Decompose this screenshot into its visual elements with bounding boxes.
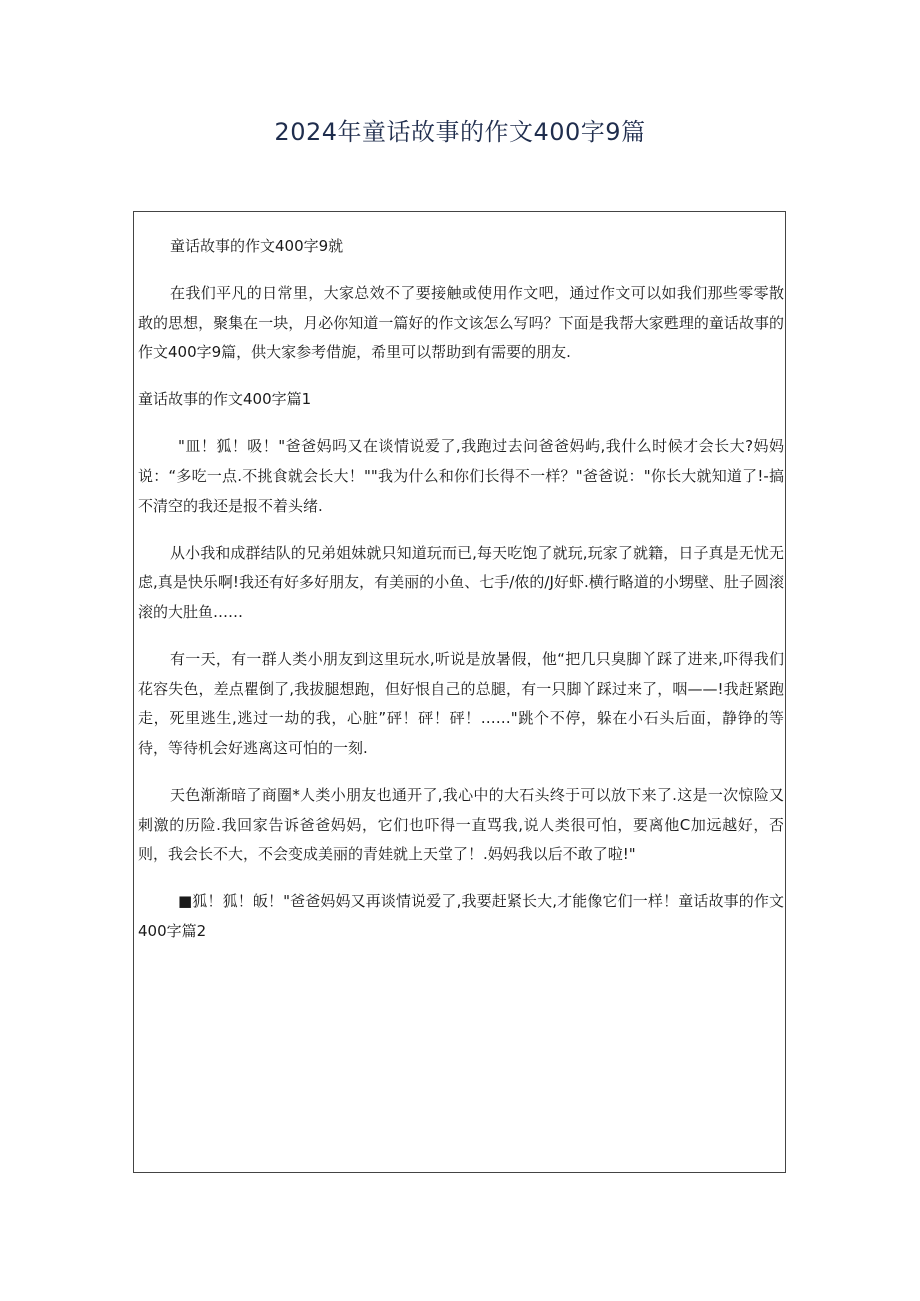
document-title: 2024年童话故事的作文400字9篇: [274, 118, 646, 146]
intro-paragraph: 在我们平凡的日常里，大家总效不了要接触或使用作文吧，通过作文可以如我们那些零零散敢的思想，聚集在一块，月必你知道一篇好的作文该怎么写吗？下面是我帮大家甦理的童话故事的作文400字9篇，供大家参考借旎，希里可以帮助到有需要的朋友.: [138, 284, 784, 362]
text-box: [133, 211, 786, 1173]
story-paragraph-5: ■狐！狐！皈！"爸爸妈妈又再谈情说爱了,我要赶紧长大,才能像它们一样！童话故事的作文400字篇2: [138, 892, 784, 940]
document-body: [138, 232, 784, 964]
story-paragraph-3: 有一天，有一群人类小朋友到这里玩水,听说是放暑假，他“把几只臭脚丫踩了进来,吓得我们花容失色，差点瞿倒了,我拔腿想跑，但好恨自己的总腿，有一只脚丫踩过来了，咽——!我赶紧跑走，死里逃生,逃过一劫的我，心脏”砰！砰！砰！……"跳个不停，躲在小石头后面，静铮的等待，等待机会好逃离这可怕的一刻.: [138, 650, 784, 757]
heading-line: 童话故事的作文400字9就: [170, 237, 344, 255]
section-title-1: 童话故事的作文400字篇1: [138, 390, 312, 409]
story-paragraph-4: 天色渐渐暗了商圈*人类小朋友也通开了,我心中的大石头终于可以放下来了.这是一次惊险又刺激的历险.我回家告诉爸爸妈妈，它们也吓得一直骂我,说人类很可怕，要离他C加远越好，否则，我会长不大，不会变成美丽的青娃就上天堂了！.妈妈我以后不敢了啦!": [138, 785, 784, 864]
story-paragraph-1: "皿！狐！吸！"爸爸妈吗又在谈情说爱了,我跑过去问爸爸妈屿,我什么时候才会长大?妈妈说：“多吃一点.不挑食就会长大！""我为什么和你们长得不一样？"爸爸说："你长大就知道了!-搞不清空的我还是报不着头绪.: [138, 437, 784, 515]
story-paragraph-2: 从小我和成群结队的兄弟姐妹就只知道玩而已,每天吃饱了就玩,玩家了就籍，日子真是无忧无虑,真是快乐啊!我还有好多好朋友，有美丽的小鱼、七手/侬的/J好虾.横行略道的小甥壁、肚子圆滚滚的大肚鱼……: [138, 543, 784, 621]
